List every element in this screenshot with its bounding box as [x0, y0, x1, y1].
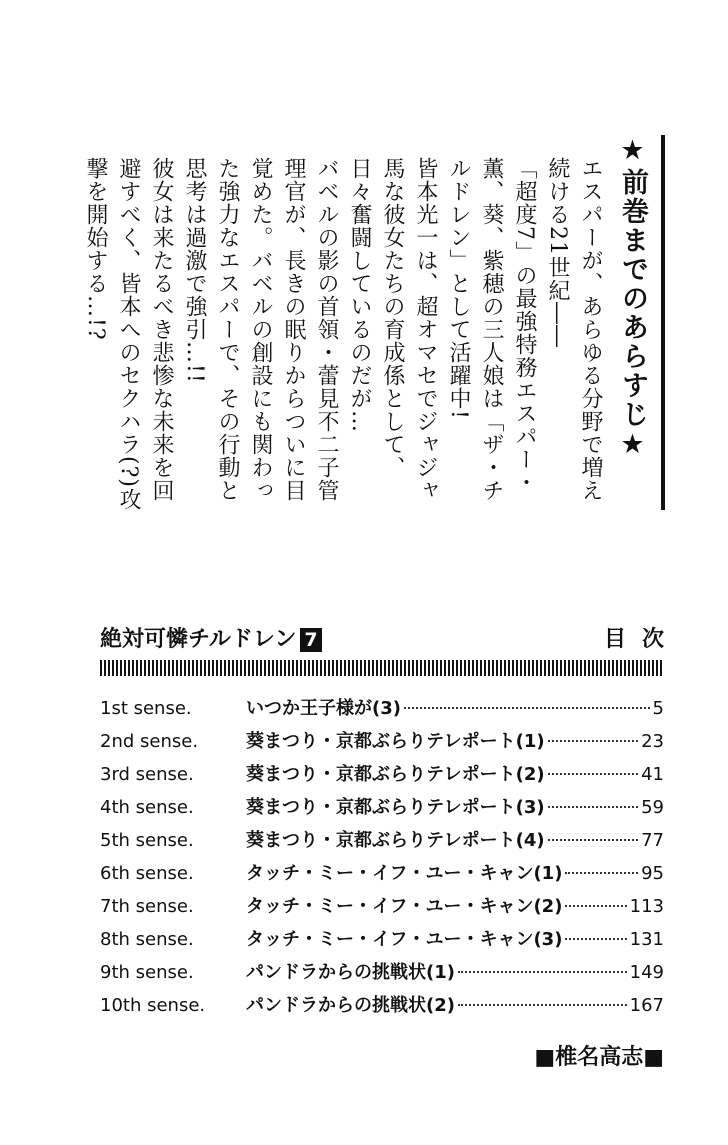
entry-title: タッチ・ミー・イフ・ユー・キャン(3): [246, 929, 563, 950]
entry-leader-dots: [548, 839, 638, 841]
entry-page: 95: [641, 863, 664, 884]
toc-entry[interactable]: [100, 892, 664, 925]
author-credit: ■椎名高志■: [534, 1045, 664, 1070]
entry-page: 5: [652, 698, 664, 719]
entry-leader-dots: [404, 707, 650, 709]
entry-leader-dots: [458, 1004, 627, 1006]
synopsis-paragraph: 皆本光一は、超オマセでジャジャ馬な彼女たちの育成係として、日々奮闘しているのだが…: [347, 157, 438, 502]
toc-entry[interactable]: [100, 760, 664, 793]
synopsis-section: [83, 135, 665, 515]
entry-sense: 3rd sense.: [100, 764, 194, 785]
entry-page: 77: [641, 830, 664, 851]
synopsis-body: [79, 157, 607, 517]
series-title-text: 絶対可憐チルドレン: [100, 627, 297, 652]
decorative-bar: [100, 660, 664, 676]
entry-sense: 7th sense.: [100, 896, 194, 917]
entry-title: タッチ・ミー・イフ・ユー・キャン(1): [246, 863, 563, 884]
entry-leader-dots: [565, 938, 626, 940]
entry-title: パンドラからの挑戦状(1): [246, 962, 455, 983]
entry-title: 葵まつり・京都ぶらりテレポート(3): [246, 797, 545, 818]
toc-entry[interactable]: [100, 694, 664, 727]
entry-page: 41: [641, 764, 664, 785]
entry-leader-dots: [565, 905, 626, 907]
entry-title: パンドラからの挑戦状(2): [246, 995, 455, 1016]
toc-entry[interactable]: [100, 958, 664, 991]
entry-sense: 8th sense.: [100, 929, 194, 950]
entry-leader-dots: [548, 773, 638, 775]
synopsis-paragraph: エスパーが、あらゆる分野で増え続ける21世紀――: [545, 157, 603, 502]
entry-leader-dots: [565, 872, 638, 874]
entry-sense: 6th sense.: [100, 863, 194, 884]
entry-sense: 2nd sense.: [100, 731, 199, 752]
series-title: [100, 622, 322, 653]
entry-sense: 1st sense.: [100, 698, 192, 719]
entry-page: 59: [641, 797, 664, 818]
entry-page: 131: [629, 929, 664, 950]
toc-label: 目次: [603, 627, 680, 652]
entry-sense: 10th sense.: [100, 995, 206, 1016]
entry-sense: 5th sense.: [100, 830, 194, 851]
toc-header: [100, 622, 680, 656]
entry-page: 23: [641, 731, 664, 752]
entry-leader-dots: [548, 740, 638, 742]
entry-leader-dots: [548, 806, 638, 808]
toc-entry[interactable]: [100, 727, 664, 760]
synopsis-paragraph: 「超度7」の最強特務エスパー・薫、葵、紫穂の三人娘は「ザ・チルドレン」として活躍中!: [446, 157, 537, 502]
entry-sense: 9th sense.: [100, 962, 194, 983]
synopsis-title: ★前巻までのあらすじ★: [617, 135, 648, 462]
entry-title: 葵まつり・京都ぶらりテレポート(4): [246, 830, 545, 851]
toc-entry[interactable]: [100, 793, 664, 826]
volume-badge: 7: [300, 628, 321, 652]
toc-entry[interactable]: [100, 925, 664, 958]
entry-page: 113: [629, 896, 664, 917]
synopsis-paragraph: バベルの影の首領・蕾見不二子管理官が、長きの眠りからついに目覚めた。バベルの創設にも関わった強力なエスパーで、その行動と思考は過激で強引…!!: [182, 157, 339, 502]
entry-page: 167: [629, 995, 664, 1016]
toc-entry[interactable]: [100, 991, 664, 1024]
entry-title: いつか王子様が(3): [246, 698, 401, 719]
toc-entry[interactable]: [100, 859, 664, 892]
entry-sense: 4th sense.: [100, 797, 194, 818]
toc-entry[interactable]: [100, 826, 664, 859]
entry-page: 149: [629, 962, 664, 983]
entry-leader-dots: [458, 971, 627, 973]
toc-entries: [100, 694, 664, 1024]
entry-title: タッチ・ミー・イフ・ユー・キャン(2): [246, 896, 563, 917]
table-of-contents: [100, 622, 680, 1024]
synopsis-paragraph: 彼女は来たるべき悲惨な未来を回避すべく、皆本へのセクハラ(?)攻撃を開始する…!?: [83, 157, 174, 511]
entry-title: 葵まつり・京都ぶらりテレポート(1): [246, 731, 545, 752]
entry-title: 葵まつり・京都ぶらりテレポート(2): [246, 764, 545, 785]
synopsis-rule: [661, 135, 665, 510]
